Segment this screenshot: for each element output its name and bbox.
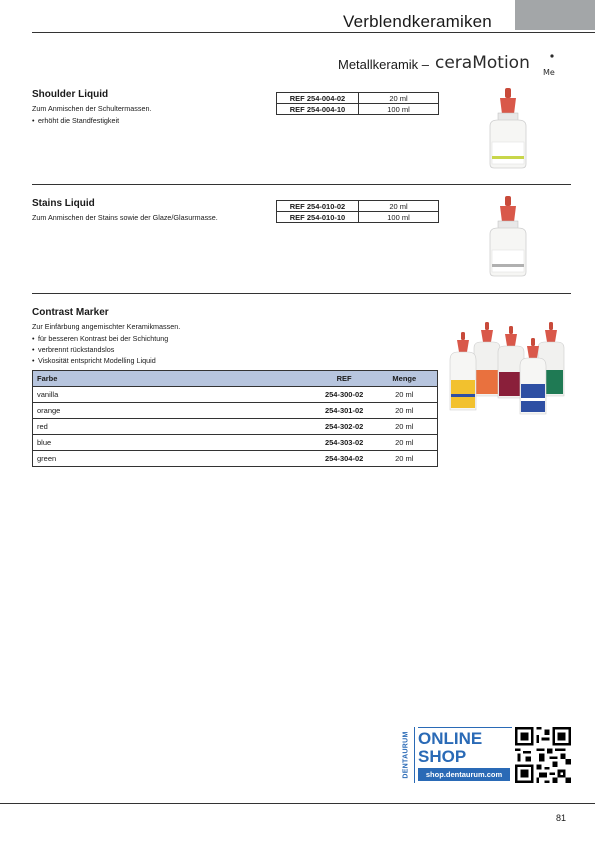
brand-logo-suffix: Me bbox=[543, 68, 555, 76]
shop-vertical-label: DENTAURUM bbox=[402, 731, 410, 779]
table-row bbox=[33, 451, 438, 467]
table-row bbox=[277, 212, 439, 223]
brand-row bbox=[338, 50, 561, 76]
header-tab-decoration bbox=[515, 0, 595, 30]
color-cell: blue bbox=[33, 435, 317, 451]
table-row bbox=[33, 419, 438, 435]
shop-url-link[interactable]: shop.dentaurum.com bbox=[418, 768, 510, 781]
section-line: Zum Anmischen der Stains sowie der Glaze/Glasurmasse. bbox=[32, 213, 218, 222]
contrast-marker-bottles-image bbox=[446, 318, 578, 422]
bullet-icon: • bbox=[32, 116, 35, 125]
volume-cell: 100 ml bbox=[359, 212, 439, 223]
table-row bbox=[33, 403, 438, 419]
brand-logo-text: ceraMotion bbox=[435, 53, 530, 73]
shoulder-ref-table bbox=[276, 92, 439, 115]
color-cell: red bbox=[33, 419, 317, 435]
qty-cell: 20 ml bbox=[372, 403, 438, 419]
color-cell: orange bbox=[33, 403, 317, 419]
qty-cell: 20 ml bbox=[372, 451, 438, 467]
color-cell: green bbox=[33, 451, 317, 467]
shop-shop-text: SHOP bbox=[418, 747, 467, 766]
qty-cell: 20 ml bbox=[372, 419, 438, 435]
section-divider bbox=[32, 184, 571, 185]
stains-liquid-bottle-image bbox=[478, 194, 538, 278]
online-shop-badge[interactable] bbox=[400, 727, 512, 783]
header-rule bbox=[32, 32, 595, 33]
ref-cell: 254-301-02 bbox=[317, 403, 372, 419]
section-divider bbox=[32, 293, 571, 294]
page-number: 81 bbox=[556, 813, 567, 823]
section-bullet-line: • verbrennt rückstandslos bbox=[32, 345, 115, 354]
ref-cell: 254-304-02 bbox=[317, 451, 372, 467]
volume-cell: 100 ml bbox=[359, 104, 439, 115]
ref-cell: REF 254-004-10 bbox=[277, 104, 359, 115]
table-row bbox=[277, 104, 439, 115]
ceramotion-logo bbox=[433, 50, 561, 76]
volume-cell: 20 ml bbox=[359, 201, 439, 212]
ref-cell: REF 254-010-02 bbox=[277, 201, 359, 212]
header-ref: REF bbox=[317, 371, 372, 387]
stains-ref-table bbox=[276, 200, 439, 223]
qr-code-icon[interactable] bbox=[515, 727, 571, 783]
section-title-shoulder-liquid: Shoulder Liquid bbox=[32, 89, 109, 100]
table-row bbox=[277, 93, 439, 104]
page-title: Verblendkeramiken bbox=[343, 12, 492, 31]
contrast-marker-table bbox=[32, 370, 438, 467]
bullet-icon: • bbox=[32, 334, 35, 343]
table-row bbox=[33, 387, 438, 403]
qty-cell: 20 ml bbox=[372, 387, 438, 403]
section-line: Zum Anmischen der Schultermassen. bbox=[32, 104, 152, 113]
header-farbe: Farbe bbox=[33, 371, 317, 387]
color-cell: vanilla bbox=[33, 387, 317, 403]
footer-rule bbox=[0, 803, 595, 804]
shop-top-rule bbox=[418, 727, 512, 728]
section-bullet-line: • für besseren Kontrast bei der Schichtung bbox=[32, 334, 169, 343]
section-line: Zur Einfärbung angemischter Keramikmassen. bbox=[32, 322, 181, 331]
ref-cell: REF 254-010-10 bbox=[277, 212, 359, 223]
table-row bbox=[33, 435, 438, 451]
table-header-row bbox=[33, 371, 438, 387]
section-title-stains-liquid: Stains Liquid bbox=[32, 198, 95, 209]
logo-dot bbox=[550, 54, 553, 57]
bottle-back-left bbox=[474, 322, 500, 396]
shoulder-liquid-bottle-image bbox=[478, 86, 538, 170]
bullet-icon: • bbox=[32, 356, 35, 365]
ref-cell: 254-303-02 bbox=[317, 435, 372, 451]
section-bullet-line: • erhöht die Standfestigkeit bbox=[32, 116, 120, 125]
table-row bbox=[277, 201, 439, 212]
ref-cell: 254-300-02 bbox=[317, 387, 372, 403]
header-menge: Menge bbox=[372, 371, 438, 387]
shop-divider bbox=[414, 727, 415, 783]
shop-online-text: ONLINE bbox=[418, 729, 483, 748]
bottle-front-left bbox=[450, 332, 476, 410]
section-bullet-line: • Viskosität entspricht Modelling Liquid bbox=[32, 356, 156, 365]
brand-prefix: Metallkeramik – bbox=[338, 57, 430, 72]
volume-cell: 20 ml bbox=[359, 93, 439, 104]
section-title-contrast-marker: Contrast Marker bbox=[32, 307, 109, 318]
ref-cell: 254-302-02 bbox=[317, 419, 372, 435]
ref-cell: REF 254-004-02 bbox=[277, 93, 359, 104]
bullet-icon: • bbox=[32, 345, 35, 354]
qty-cell: 20 ml bbox=[372, 435, 438, 451]
